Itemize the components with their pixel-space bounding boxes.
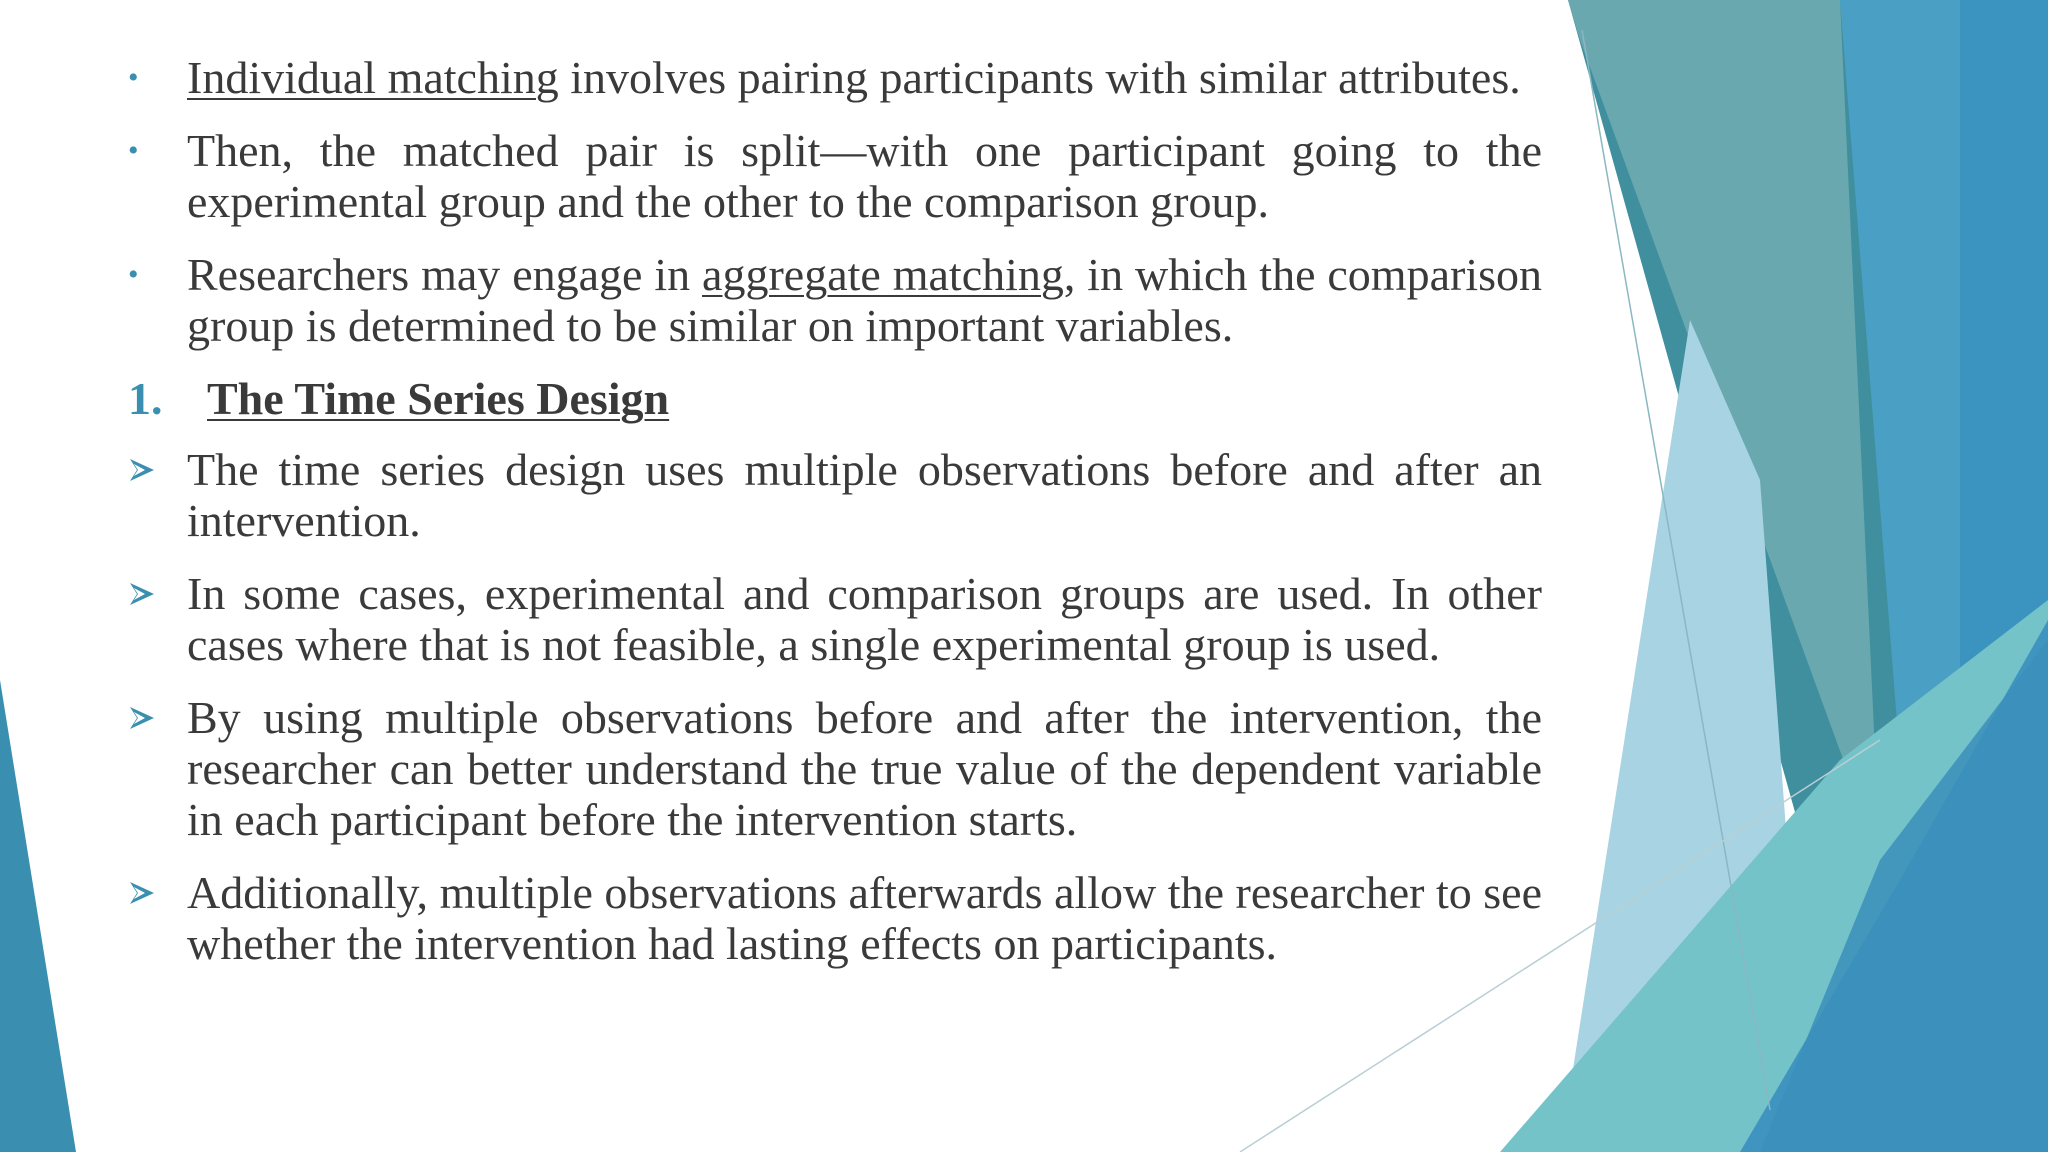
arrow-bullet-text: The time series design uses multiple observations before and after an intervention.: [187, 444, 1542, 546]
arrow-bullet-item: [120, 444, 1542, 546]
section-number: 1.: [128, 373, 163, 424]
bullet-dot-icon: •: [128, 134, 139, 167]
arrow-bullet-item: [120, 867, 1542, 969]
arrow-bullet-item: [120, 692, 1542, 845]
arrow-bullet-text: By using multiple observations before and after the intervention, the researcher can better understand the true value of the dependent variable in each participant before the intervention starts.: [187, 692, 1542, 845]
arrow-bullet-icon: [128, 705, 156, 731]
bullet-dot-icon: •: [128, 258, 139, 291]
arrow-bullet-text: In some cases, experimental and comparison groups are used. In other cases where that is not feasible, a single experimental group is used.: [187, 568, 1542, 670]
bullet-text-pre: Then, the matched pair is split—with one participant going to the experimental group and the other to the comparison group.: [187, 125, 1542, 227]
bullet-item: [120, 125, 1542, 227]
bullet-item: [120, 249, 1542, 351]
bullet-item: [120, 52, 1542, 103]
bullet-dot-icon: •: [128, 61, 139, 94]
section-heading: [120, 373, 1542, 424]
slide-content: [120, 52, 1542, 991]
arrow-bullet-text: Additionally, multiple observations afterwards allow the researcher to see whether the intervention had lasting effects on participants.: [187, 867, 1542, 969]
section-title: The Time Series Design: [207, 373, 670, 424]
bullet-text-pre: Researchers may engage in: [187, 249, 703, 300]
arrow-bullet-icon: [128, 880, 156, 906]
arrow-bullet-icon: [128, 457, 156, 483]
arrow-bullet-icon: [128, 581, 156, 607]
bullet-text-post: involves pairing participants with similar attributes.: [558, 52, 1521, 103]
left-accent-shape: [0, 680, 76, 1152]
bullet-text-underlined: Individual matching: [187, 52, 559, 103]
bullet-text-post: , in which the comparison group is determined to be similar on important variables.: [187, 249, 1542, 351]
bullet-text-underlined: aggregate matching: [702, 249, 1064, 300]
arrow-bullet-item: [120, 568, 1542, 670]
